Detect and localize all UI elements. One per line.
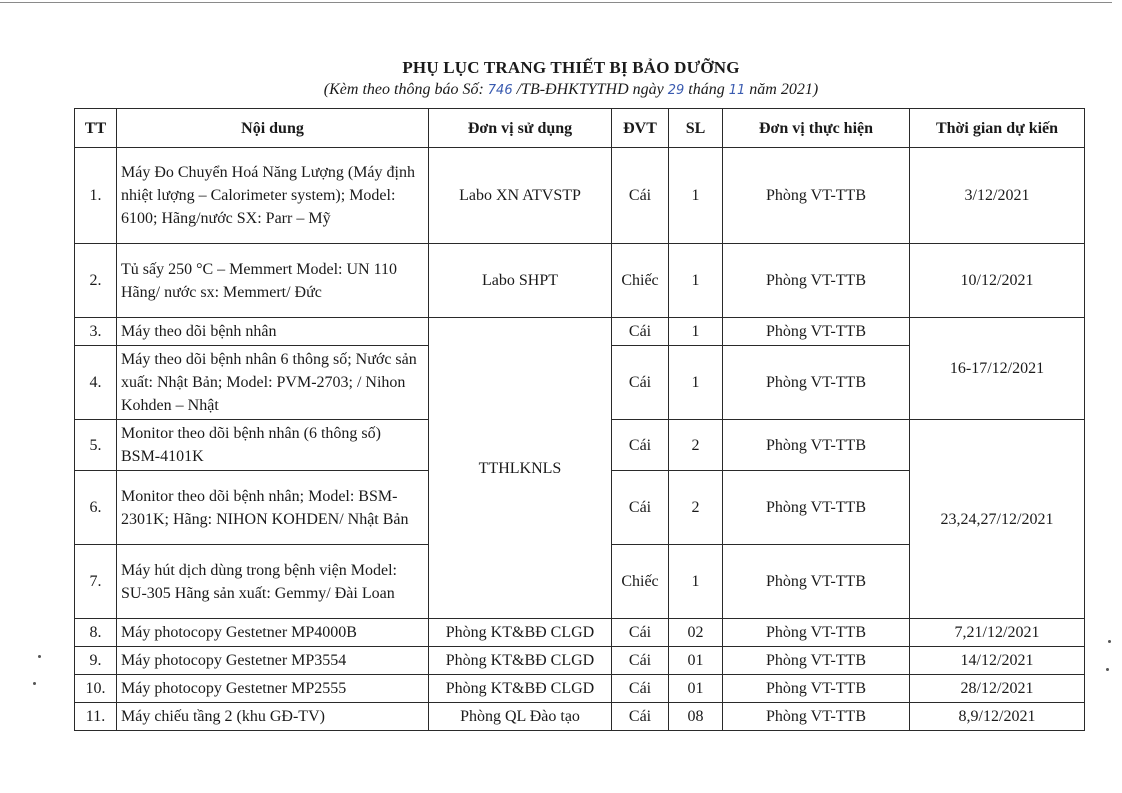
table-row: [75, 318, 1085, 346]
cell-performer: Phòng VT-TTB: [723, 703, 910, 731]
cell-tt: 8.: [75, 619, 117, 647]
cell-dvt: Cái: [612, 148, 669, 244]
table-row: [75, 647, 1085, 675]
cell-performer: Phòng VT-TTB: [723, 318, 910, 346]
cell-performer: Phòng VT-TTB: [723, 675, 910, 703]
cell-tt: 3.: [75, 318, 117, 346]
cell-unit-use: Phòng KT&BĐ CLGD: [429, 647, 612, 675]
cell-tt: 6.: [75, 471, 117, 545]
cell-tt: 7.: [75, 545, 117, 619]
cell-time: 28/12/2021: [910, 675, 1085, 703]
cell-tt: 2.: [75, 244, 117, 318]
cell-content: Máy Đo Chuyển Hoá Năng Lượng (Máy định nhiệt lượng – Calorimeter system); Model: 6100; Hãng/nước SX: Parr – Mỹ: [117, 148, 429, 244]
header-sl: SL: [669, 109, 723, 148]
scan-speck: [1108, 640, 1111, 643]
subtitle-prefix: (Kèm theo thông báo Số:: [323, 81, 484, 98]
cell-time: 14/12/2021: [910, 647, 1085, 675]
cell-content: Máy photocopy Gestetner MP4000B: [117, 619, 429, 647]
cell-dvt: Cái: [612, 675, 669, 703]
header-content: Nội dung: [117, 109, 429, 148]
subtitle-month-label: tháng: [688, 81, 725, 98]
cell-sl: 1: [669, 148, 723, 244]
cell-content: Máy chiếu tầng 2 (khu GĐ-TV): [117, 703, 429, 731]
cell-tt: 9.: [75, 647, 117, 675]
table-row: [75, 675, 1085, 703]
cell-time-merged: 23,24,27/12/2021: [910, 420, 1085, 619]
cell-unit-use: Labo XN ATVSTP: [429, 148, 612, 244]
cell-unit-use-merged: TTHLKNLS: [429, 318, 612, 619]
cell-content: Monitor theo dõi bệnh nhân; Model: BSM-2301K; Hãng: NIHON KOHDEN/ Nhật Bản: [117, 471, 429, 545]
table-row: [75, 244, 1085, 318]
cell-sl: 02: [669, 619, 723, 647]
cell-content: Máy theo dõi bệnh nhân: [117, 318, 429, 346]
cell-unit-use: Phòng QL Đào tạo: [429, 703, 612, 731]
table-row: [75, 619, 1085, 647]
cell-sl: 01: [669, 675, 723, 703]
scan-speck: [33, 682, 36, 685]
scan-edge-line: [0, 2, 1112, 3]
cell-dvt: Cái: [612, 703, 669, 731]
cell-sl: 1: [669, 545, 723, 619]
cell-sl: 2: [669, 471, 723, 545]
scan-speck: [38, 655, 41, 658]
table-row: [75, 148, 1085, 244]
subtitle-mid: /TB-ĐHKTYTHD ngày: [516, 81, 664, 98]
equipment-table: [74, 108, 1085, 731]
cell-performer: Phòng VT-TTB: [723, 619, 910, 647]
cell-dvt: Cái: [612, 346, 669, 420]
cell-performer: Phòng VT-TTB: [723, 471, 910, 545]
cell-time: 10/12/2021: [910, 244, 1085, 318]
handwritten-month: 11: [728, 83, 746, 98]
cell-unit-use: Labo SHPT: [429, 244, 612, 318]
cell-content: Máy hút dịch dùng trong bệnh viện Model: SU-305 Hãng sản xuất: Gemmy/ Đài Loan: [117, 545, 429, 619]
header-dvt: ĐVT: [612, 109, 669, 148]
cell-performer: Phòng VT-TTB: [723, 420, 910, 471]
handwritten-doc-number: 746: [487, 83, 513, 98]
document-subtitle: [0, 81, 1122, 99]
cell-dvt: Chiếc: [612, 545, 669, 619]
handwritten-day: 29: [667, 83, 685, 98]
cell-tt: 11.: [75, 703, 117, 731]
cell-tt: 4.: [75, 346, 117, 420]
cell-dvt: Cái: [612, 619, 669, 647]
cell-time: 7,21/12/2021: [910, 619, 1085, 647]
cell-sl: 1: [669, 244, 723, 318]
cell-sl: 1: [669, 346, 723, 420]
cell-performer: Phòng VT-TTB: [723, 244, 910, 318]
header-tt: TT: [75, 109, 117, 148]
scan-speck: [1106, 668, 1109, 671]
cell-sl: 01: [669, 647, 723, 675]
cell-sl: 08: [669, 703, 723, 731]
cell-content: Tủ sấy 250 °C – Memmert Model: UN 110 Hãng/ nước sx: Memmert/ Đức: [117, 244, 429, 318]
header-performer: Đơn vị thực hiện: [723, 109, 910, 148]
table-row: [75, 703, 1085, 731]
cell-tt: 10.: [75, 675, 117, 703]
cell-performer: Phòng VT-TTB: [723, 647, 910, 675]
cell-tt: 1.: [75, 148, 117, 244]
cell-dvt: Cái: [612, 647, 669, 675]
cell-dvt: Cái: [612, 471, 669, 545]
cell-dvt: Cái: [612, 420, 669, 471]
cell-performer: Phòng VT-TTB: [723, 346, 910, 420]
header-time: Thời gian dự kiến: [910, 109, 1085, 148]
cell-time: 3/12/2021: [910, 148, 1085, 244]
subtitle-year: năm 2021): [749, 81, 819, 98]
cell-dvt: Cái: [612, 318, 669, 346]
document-title: PHỤ LỤC TRANG THIẾT BỊ BẢO DƯỠNG: [402, 58, 740, 77]
cell-unit-use: Phòng KT&BĐ CLGD: [429, 675, 612, 703]
cell-sl: 1: [669, 318, 723, 346]
cell-time-merged: 16-17/12/2021: [910, 318, 1085, 420]
cell-time: 8,9/12/2021: [910, 703, 1085, 731]
cell-dvt: Chiếc: [612, 244, 669, 318]
cell-performer: Phòng VT-TTB: [723, 148, 910, 244]
cell-content: Máy photocopy Gestetner MP2555: [117, 675, 429, 703]
header-unit-use: Đơn vị sử dụng: [429, 109, 612, 148]
cell-sl: 2: [669, 420, 723, 471]
cell-tt: 5.: [75, 420, 117, 471]
cell-content: Monitor theo dõi bệnh nhân (6 thông số) BSM-4101K: [117, 420, 429, 471]
cell-unit-use: Phòng KT&BĐ CLGD: [429, 619, 612, 647]
cell-performer: Phòng VT-TTB: [723, 545, 910, 619]
table-header-row: [75, 109, 1085, 148]
cell-content: Máy theo dõi bệnh nhân 6 thông số; Nước sản xuất: Nhật Bản; Model: PVM-2703; / Nihon Kohden – Nhật: [117, 346, 429, 420]
cell-content: Máy photocopy Gestetner MP3554: [117, 647, 429, 675]
